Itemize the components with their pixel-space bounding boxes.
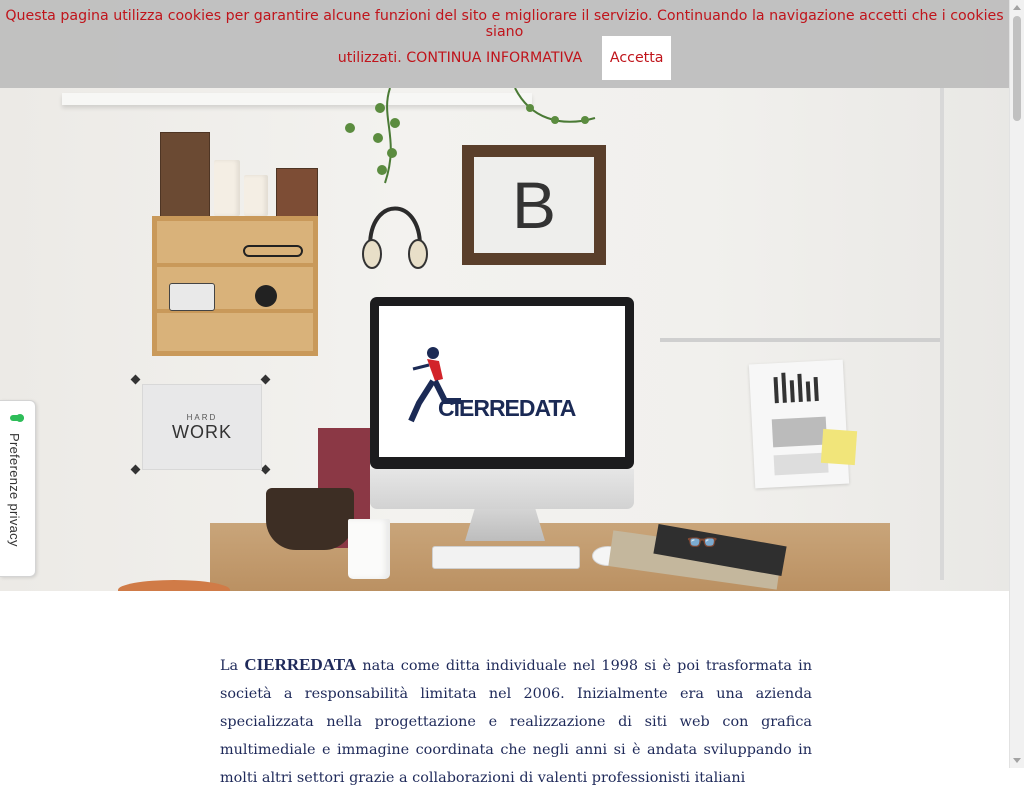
window-rail: [940, 88, 944, 580]
hard-work-poster: [142, 384, 262, 470]
about-intro: La: [220, 658, 239, 674]
about-paragraph: [220, 651, 812, 792]
cookie-banner: [0, 0, 1009, 88]
pin: [131, 465, 141, 475]
privacy-preferences-tab[interactable]: [0, 400, 36, 577]
accept-cookies-button[interactable]: Accetta: [602, 36, 671, 80]
hanging-plant: [330, 88, 430, 188]
wall-shelf: [62, 93, 532, 105]
picture-frame: [462, 145, 606, 265]
hanging-plant: [510, 88, 600, 133]
about-text: nata come ditta individuale nel 1998 si è poi trasformata in società a responsabilità limitata nel 2006. Inizialmente era una azienda specializzata nella progettazione e realizzazione di siti web con grafica multimediale e immagine coordinata che negli anni si è andata sviluppando in molti altri settori grazie a collaborazioni di valenti professionisti italiani: [220, 658, 813, 786]
scroll-down-arrow-icon[interactable]: [1013, 758, 1021, 763]
pin: [261, 465, 271, 475]
poster-small-text: HARD: [186, 413, 218, 422]
frame-letter: B: [474, 157, 594, 253]
wooden-box: [276, 168, 318, 218]
cierredata-logo: CIERREDATA: [438, 395, 576, 421]
mug: [348, 519, 390, 579]
scroll-up-arrow-icon[interactable]: [1013, 5, 1021, 10]
chart-printout: [749, 360, 849, 489]
sticky-note: [821, 429, 857, 465]
headphones: [360, 186, 430, 276]
poster-big-text: WORK: [172, 422, 232, 442]
pin: [131, 375, 141, 385]
camera: [169, 283, 215, 311]
privacy-tab-label: Preferenze privacy: [7, 433, 22, 547]
monitor-stand: [465, 509, 545, 541]
page-scrollbar[interactable]: [1009, 0, 1024, 768]
pin: [261, 375, 271, 385]
glasses-icon: 👓: [686, 528, 719, 558]
wall-cubby: [152, 216, 318, 356]
toggle-icon: [10, 413, 24, 423]
monitor-chin: [370, 469, 634, 509]
basket: [266, 488, 354, 550]
cookie-info-link[interactable]: utilizzati. CONTINUA INFORMATIVA: [337, 50, 583, 66]
eyeglasses: [243, 245, 303, 257]
candle: [214, 160, 240, 216]
book-stack: [160, 132, 210, 218]
cookie-message: Questa pagina utilizza cookies per garantire alcune funzioni del sito e migliorare il servizio. Continuando la navigazione accetti che i cookies siano: [5, 8, 1004, 40]
cookie-actions: [0, 36, 1009, 80]
candle: [244, 175, 268, 216]
company-name: CIERREDATA: [244, 655, 357, 674]
scrollbar-thumb[interactable]: [1013, 16, 1021, 121]
eight-ball: [255, 285, 277, 307]
keyboard: [432, 546, 580, 569]
curtain-rod: [660, 338, 940, 342]
